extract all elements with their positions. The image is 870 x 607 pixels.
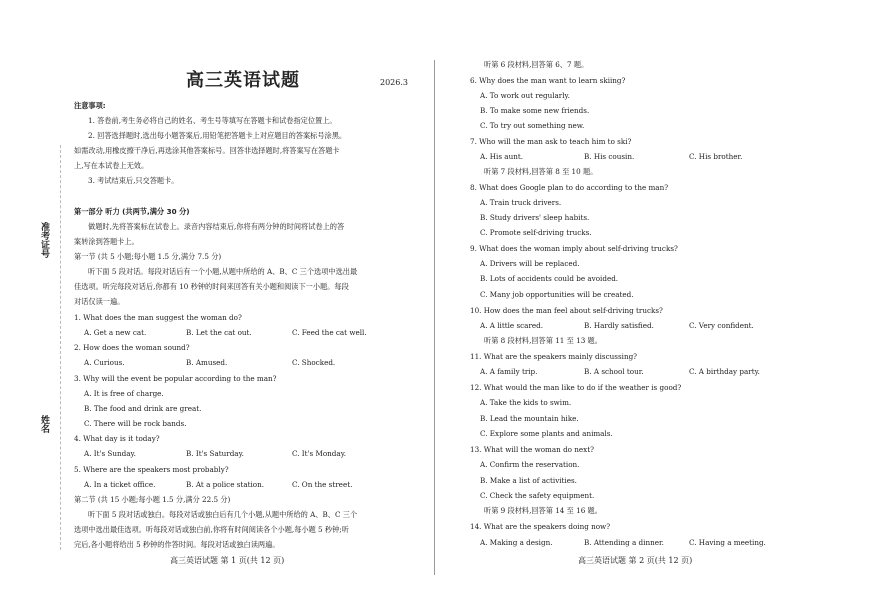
part1-title: 第一部分 听力 (共两节,满分 30 分) bbox=[74, 207, 190, 216]
question-13: 13. What will the woman do next? bbox=[470, 445, 594, 454]
option-a: A. A little scared. bbox=[480, 321, 544, 330]
note-line: 2. 回答选择题时,选出每小题答案后,用铅笔把答题卡上对应题目的答案标号涂黑。 bbox=[88, 131, 347, 140]
question-9: 9. What does the woman imply about self-driving trucks? bbox=[470, 244, 678, 253]
notes-title: 注意事项: bbox=[74, 101, 106, 110]
exam-date: 2026.3 bbox=[380, 78, 408, 87]
question-2: 2. How does the woman sound? bbox=[74, 343, 190, 352]
section2-intro: 完后,各小题将给出 5 秒钟的作答时间。每段对话或独白读两遍。 bbox=[74, 540, 280, 549]
note-line: 上,写在本试卷上无效。 bbox=[74, 161, 149, 170]
listen-instruction: 听第 7 段材料,回答第 8 至 10 题。 bbox=[484, 167, 598, 176]
option-c: C. Having a meeting. bbox=[689, 538, 766, 547]
option-b: B. Hardly satisfied. bbox=[584, 321, 654, 330]
option-a: A. Take the kids to swim. bbox=[480, 398, 572, 407]
question-8: 8. What does Google plan to do according to the man? bbox=[470, 183, 669, 192]
option-c: C. Very confident. bbox=[689, 321, 754, 330]
option-a: A. In a ticket office. bbox=[84, 480, 156, 489]
option-a: A. A family trip. bbox=[480, 367, 538, 376]
option-c: C. To try out something new. bbox=[480, 121, 585, 130]
listen-instruction: 听第 6 段材料,回答第 6、7 题。 bbox=[484, 60, 589, 69]
option-b: B. Lead the mountain hike. bbox=[480, 414, 579, 423]
option-a: A. Confirm the reservation. bbox=[480, 460, 580, 469]
option-c: C. Feed the cat well. bbox=[292, 328, 367, 337]
question-7: 7. Who will the man ask to teach him to ski? bbox=[470, 137, 632, 146]
listen-instruction: 听第 9 段材料,回答第 14 至 16 题。 bbox=[484, 506, 602, 515]
option-b: B. A school tour. bbox=[584, 367, 644, 376]
option-c: C. A birthday party. bbox=[689, 367, 760, 376]
section1-intro: 听下面 5 段对话。每段对话后有一个小题,从题中所给的 A、B、C 三个选项中选出最 bbox=[88, 267, 358, 276]
exam-number-label: 准考证号 bbox=[39, 222, 49, 258]
part1-intro: 做题时,先将答案标在试卷上。录音内容结束后,你将有两分钟的时间将试卷上的答 bbox=[88, 222, 345, 231]
option-c: C. On the street. bbox=[292, 480, 353, 489]
option-a: A. His aunt. bbox=[480, 152, 524, 161]
option-b: B. Let the cat out. bbox=[186, 328, 252, 337]
section2-intro: 听下面 5 段对话或独白。每段对话或独白后有几个小题,从题中所给的 A、B、C 三个 bbox=[88, 510, 358, 519]
section1-title: 第一节 (共 5 小题;每小题 1.5 分,满分 7.5 分) bbox=[74, 252, 222, 261]
section1-intro: 对话仅读一遍。 bbox=[74, 297, 125, 306]
option-a: A. Get a new cat. bbox=[84, 328, 147, 337]
question-1: 1. What does the man suggest the woman do? bbox=[74, 313, 242, 322]
binding-line bbox=[60, 145, 61, 550]
option-c: C. Promote self-driving trucks. bbox=[480, 228, 592, 237]
page-footer-left: 高三英语试题 第 1 页(共 12 页) bbox=[170, 556, 285, 565]
question-4: 4. What day is it today? bbox=[74, 434, 160, 443]
question-5: 5. Where are the speakers most probably? bbox=[74, 465, 229, 474]
question-11: 11. What are the speakers mainly discussing? bbox=[470, 352, 638, 361]
option-b: B. Make a list of activities. bbox=[480, 476, 577, 485]
question-6: 6. Why does the man want to learn skiing? bbox=[470, 76, 626, 85]
option-a: A. Curious. bbox=[84, 358, 125, 367]
name-label: 姓名 bbox=[39, 415, 49, 433]
option-c: C. It's Monday. bbox=[292, 449, 347, 458]
section2-intro: 选项中选出最佳选项。听每段对话或独白前,你将有时间阅读各个小题,每小题 5 秒钟;听 bbox=[74, 525, 349, 534]
option-c: C. Many job opportunities will be created. bbox=[480, 290, 634, 299]
option-a: A. It's Sunday. bbox=[84, 449, 136, 458]
option-a: A. Making a design. bbox=[480, 538, 553, 547]
section2-title: 第二节 (共 15 小题;每小题 1.5 分,满分 22.5 分) bbox=[74, 495, 231, 504]
option-c: C. His brother. bbox=[689, 152, 743, 161]
section1-intro: 佳选项。听完每段对话后,你都有 10 秒钟的时间来回答有关小题和阅读下一小题。每段 bbox=[74, 282, 349, 291]
option-b: B. The food and drink are great. bbox=[84, 404, 202, 413]
option-b: B. Lots of accidents could be avoided. bbox=[480, 274, 619, 283]
note-line: 3. 考试结束后,只交答题卡。 bbox=[88, 176, 179, 185]
option-b: B. Study drivers' sleep habits. bbox=[480, 213, 590, 222]
note-line: 如需改动,用橡皮擦干净后,再选涂其他答案标号。回答非选择题时,将答案写在答题卡 bbox=[74, 146, 340, 155]
option-c: C. Explore some plants and animals. bbox=[480, 429, 613, 438]
note-line: 1. 答卷前,考生务必将自己的姓名、考生号等填写在答题卡和试卷指定位置上。 bbox=[88, 116, 337, 125]
page-title: 高三英语试题 bbox=[186, 70, 300, 91]
option-b: B. At a police station. bbox=[186, 480, 265, 489]
option-b: B. Attending a dinner. bbox=[584, 538, 664, 547]
option-b: B. It's Saturday. bbox=[186, 449, 244, 458]
part1-intro: 案转涂到答题卡上。 bbox=[74, 237, 139, 246]
option-a: A. To work out regularly. bbox=[480, 91, 570, 100]
option-c: C. Shocked. bbox=[292, 358, 336, 367]
question-10: 10. How does the man feel about self-driving trucks? bbox=[470, 306, 663, 315]
option-a: A. Train truck drivers. bbox=[480, 198, 562, 207]
option-c: C. Check the safety equipment. bbox=[480, 491, 595, 500]
option-a: A. Drivers will be replaced. bbox=[480, 259, 580, 268]
page-footer-right: 高三英语试题 第 2 页(共 12 页) bbox=[578, 556, 693, 565]
question-12: 12. What would the man like to do if the weather is good? bbox=[470, 383, 682, 392]
question-14: 14. What are the speakers doing now? bbox=[470, 522, 611, 531]
column-divider bbox=[434, 60, 435, 575]
option-b: B. His cousin. bbox=[584, 152, 635, 161]
question-3: 3. Why will the event be popular according to the man? bbox=[74, 374, 277, 383]
option-a: A. It is free of charge. bbox=[84, 389, 164, 398]
listen-instruction: 听第 8 段材料,回答第 11 至 13 题。 bbox=[484, 336, 602, 345]
option-c: C. There will be rock bands. bbox=[84, 419, 187, 428]
option-b: B. To make some new friends. bbox=[480, 106, 590, 115]
option-b: B. Amused. bbox=[186, 358, 228, 367]
